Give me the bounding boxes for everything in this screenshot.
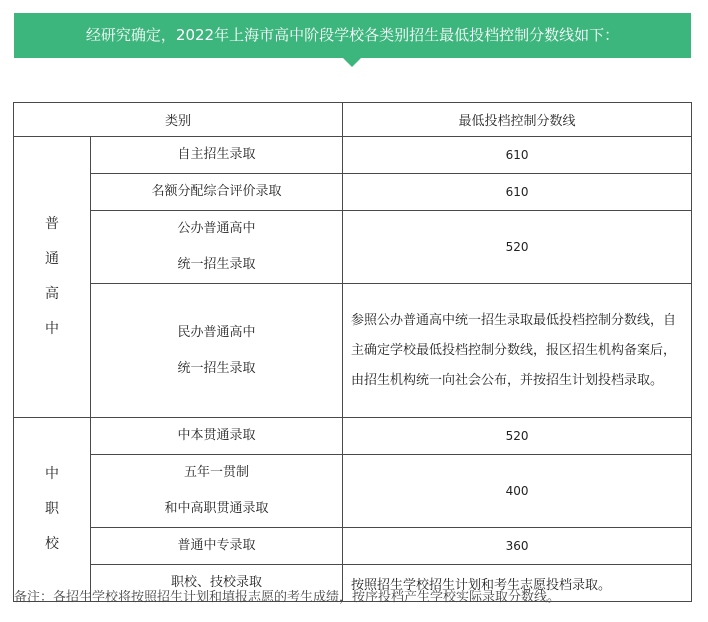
admission-score-table xyxy=(13,102,692,602)
category-label-line: 五年一贯制 xyxy=(184,465,250,480)
table-row xyxy=(14,211,692,284)
table-header-row xyxy=(14,103,692,137)
score-cell xyxy=(343,528,692,565)
table-row xyxy=(14,174,692,211)
group-label-cell xyxy=(14,418,91,602)
footnote xyxy=(14,586,560,605)
score-cell xyxy=(343,455,692,528)
category-label-line: 统一招生录取 xyxy=(177,257,256,272)
score-value: 360 xyxy=(505,539,529,553)
category-cell xyxy=(91,137,343,174)
category-label: 职校、技校录取 xyxy=(171,575,263,590)
category-label-line: 统一招生录取 xyxy=(177,360,256,376)
header-score-label: 最低投档控制分数线 xyxy=(458,114,576,129)
footnote-text: 备注：各招生学校将按照招生计划和填报志愿的考生成绩，按序投档产生学校实际录取分数线。 xyxy=(14,590,561,605)
header-banner xyxy=(14,13,691,58)
table-row xyxy=(14,284,692,418)
category-label: 自主招生录取 xyxy=(177,147,256,162)
score-note-cell xyxy=(343,284,692,418)
group-label-char: 普 xyxy=(45,216,59,232)
table-row xyxy=(14,137,692,174)
group-label-char: 校 xyxy=(45,536,59,552)
category-cell xyxy=(91,284,343,418)
category-label-line: 民办普通高中 xyxy=(177,324,256,340)
group-label-char: 通 xyxy=(45,251,59,267)
category-cell xyxy=(91,528,343,565)
banner-pointer-arrow xyxy=(343,58,361,67)
group-label-cell xyxy=(14,137,91,418)
table-row xyxy=(14,418,692,455)
category-cell xyxy=(91,211,343,284)
header-category-cell xyxy=(14,103,343,137)
group-label-char: 中 xyxy=(45,321,59,337)
score-value: 400 xyxy=(505,484,529,498)
group-label-char: 职 xyxy=(45,501,59,517)
score-note-text: 按照招生学校招生计划和考生志愿投档录取。 xyxy=(351,577,612,593)
score-value: 520 xyxy=(505,240,529,254)
score-cell xyxy=(343,174,692,211)
table-row xyxy=(14,455,692,528)
category-label-line: 和中高职贯通录取 xyxy=(164,501,269,516)
score-cell xyxy=(343,418,692,455)
group-label-char: 中 xyxy=(45,466,59,482)
header-category-label: 类别 xyxy=(165,114,192,129)
category-label-line: 公办普通高中 xyxy=(177,221,256,236)
header-score-cell xyxy=(343,103,692,137)
table-row xyxy=(14,528,692,565)
category-cell xyxy=(91,174,343,211)
banner-text: 经研究确定，2022年上海市高中阶段学校各类别招生最低投档控制分数线如下： xyxy=(85,26,620,44)
category-cell xyxy=(91,418,343,455)
score-value: 610 xyxy=(505,185,529,199)
category-label: 普通中专录取 xyxy=(177,538,256,553)
category-cell xyxy=(91,455,343,528)
category-label: 中本贯通录取 xyxy=(177,428,256,443)
score-value: 520 xyxy=(505,429,529,443)
score-value: 610 xyxy=(505,148,529,162)
score-note-text: 参照公办普通高中统一招生录取最低投档控制分数线，自主确定学校最低投档控制分数线，报区招生机构备案后，由招生机构统一向社会公布，并按招生计划投档录取。 xyxy=(351,312,677,388)
score-cell xyxy=(343,137,692,174)
group-label-char: 高 xyxy=(45,286,59,302)
category-label: 名额分配综合评价录取 xyxy=(151,184,282,199)
score-cell xyxy=(343,211,692,284)
